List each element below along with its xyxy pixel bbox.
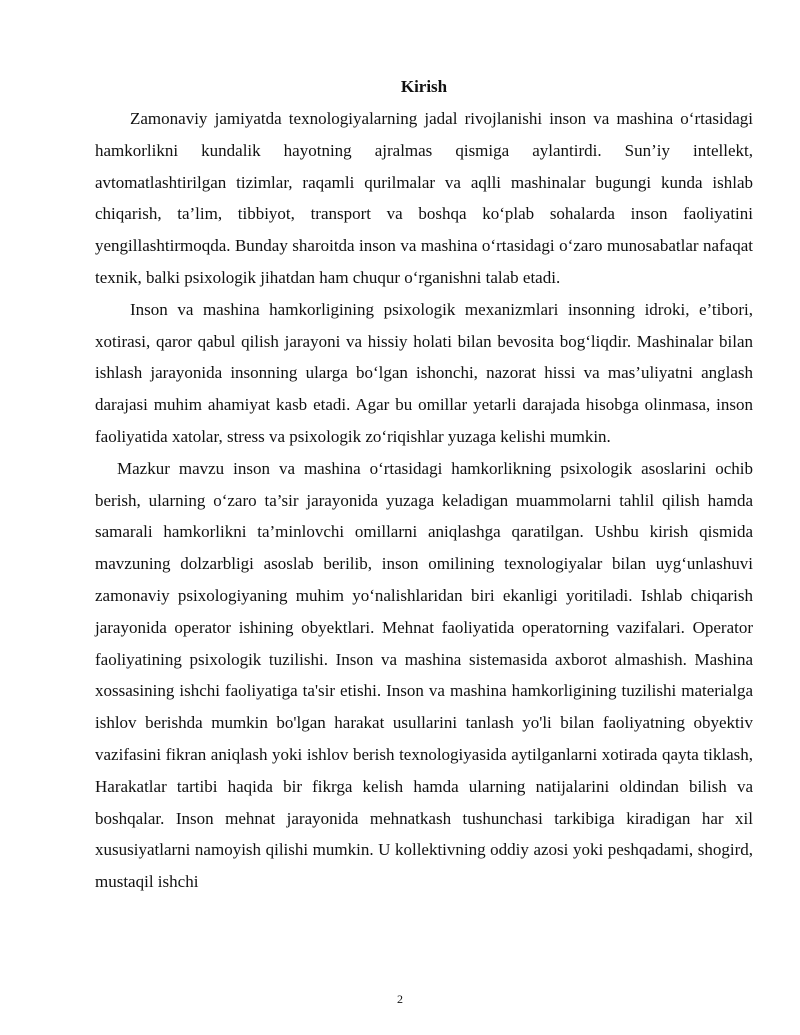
paragraph-1: Zamonaviy jamiyatda texnologiyalarning jadal rivojlanishi inson va mashina o‘rtasidagi hamkorlikni kundalik hayotning ajralmas qismiga aylantirdi. Sun’iy intellekt, avtomatlashtirilgan tizimlar, raqamli qurilmalar va aqlli mashinalar bugungi kunda ishlab chiqarish, ta’lim, tibbiyot, transport va boshqa ko‘plab sohalarda inson faoliyatini yengillashtirmoqda. Bunday sharoitda inson va mashina o‘rtasidagi o‘zaro munosabatlar nafaqat texnik, balki psixologik jihatdan ham chuqur o‘rganishni talab etadi.	[95, 109, 753, 287]
paragraph-3: Mazkur mavzu inson va mashina o‘rtasidagi hamkorlikning psixologik asoslarini ochib berish, ularning o‘zaro ta’sir jarayonida yuzaga keladigan muammolarni tahlil qilish hamda samarali hamkorlikni ta’minlovchi omillarni aniqlashga qaratilgan. Ushbu kirish qismida mavzuning dolzarbligi asoslab berilib, inson omilining texnologiyalar bilan uyg‘unlashuvi zamonaviy psixologiyaning muhim yo‘nalishlaridan biri ekanligi yoritiladi. Ishlab chiqarish jarayonida operator ishining obyektlari. Mehnat faoliyatida operatorning vazifalari. Operator faoliyatining psixologik tuzilishi. Inson va mashina sistemasida axborot almashish. Mashina xossasining ishchi faoliyatiga ta'sir etishi. Inson va mashina hamkorligining tuzilishi materialga ishlov berishda mumkin bo'lgan harakat usullarini tanlash yo'li bilan faoliyatning obyektiv vazifasini fikran aniqlash yoki ishlov berish texnologiyasida aytilganlarni xotirada qayta tiklash, Harakatlar tartibi haqida bir fikrga kelish hamda ularning natijalarini oldindan bilish va boshqalar. Inson mehnat jarayonida mehnatkash tushunchasi tarkibiga kiradigan har xil xususiyatlarni namoyish qilishi mumkin. U kollektivning oddiy azosi yoki peshqadami, shogird, mustaqil ishchi	[95, 458, 753, 892]
page-content	[95, 77, 753, 898]
section-title: Kirish	[400, 77, 448, 96]
page-number: 2	[397, 992, 403, 1006]
paragraph-2: Inson va mashina hamkorligining psixologik mexanizmlari insonning idroki, e’tibori, xotirasi, qaror qabul qilish jarayoni va hissiy holati bilan bevosita bog‘liqdir. Mashinalar bilan ishlash jarayonida insonning ularga bo‘lgan ishonchi, nazorat hissi va mas’uliyatni anglash darajasi muhim ahamiyat kasb etadi. Agar bu omillar yetarli darajada hisobga olinmasa, inson faoliyatida xatolar, stress va psixologik zo‘riqishlar yuzaga kelishi mumkin.	[95, 299, 753, 446]
